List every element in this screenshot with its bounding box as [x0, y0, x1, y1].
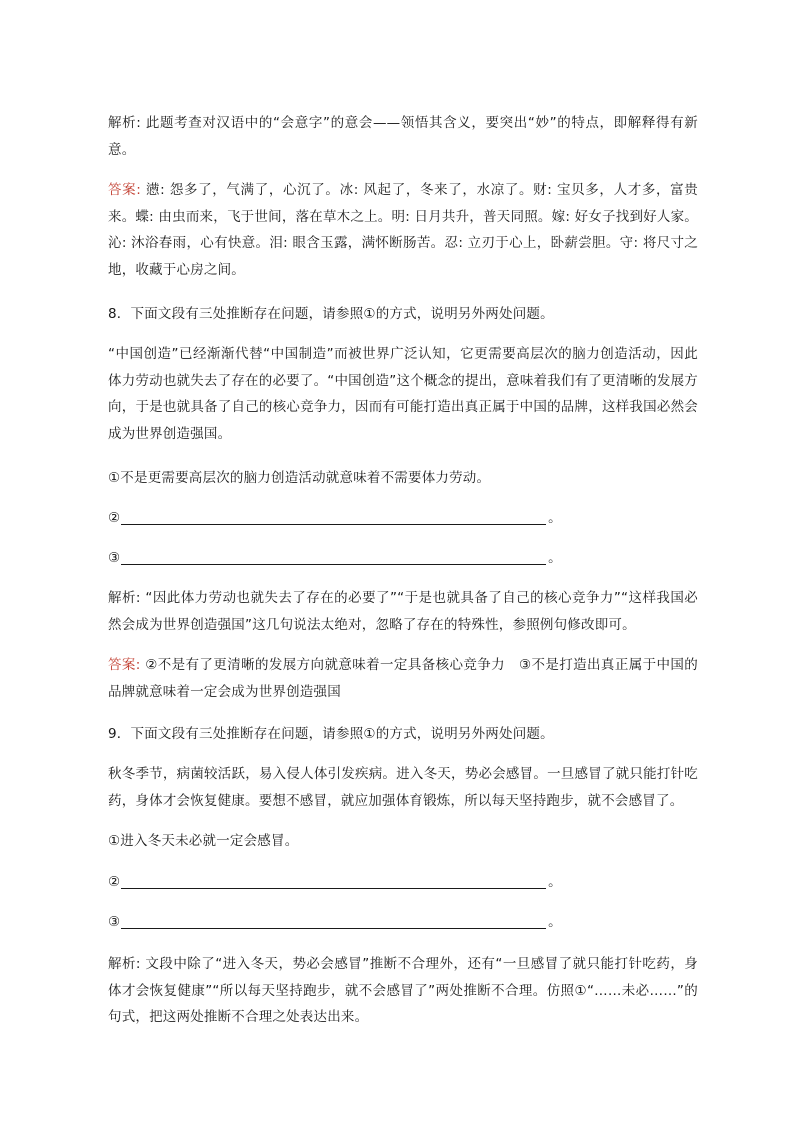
- q8-answer: [108, 652, 698, 705]
- q9-question: 9．下面文段有三处推断存在问题，请参照①的方式，说明另外两处问题。: [108, 726, 554, 742]
- q8-passage: “中国创造”已经渐渐代替“中国制造”而被世界广泛认知，它更需要高层次的脑力创造活动，因此体力劳动也就失去了存在的必要了。“中国创造”这个概念的提出，意味着我们有了更清晰的发展方向，于是也就具备了自己的核心竞争力，因而有可能打造出真正属于中国的品牌，这样我国必然会成为世界创造强国。: [108, 346, 698, 442]
- blank-end: 。: [548, 874, 562, 890]
- answer-label: 答案:: [108, 182, 142, 198]
- q8-example: ①不是更需要高层次的脑力创造活动就意味着不需要体力劳动。: [108, 470, 491, 486]
- blank-number: ②: [108, 874, 121, 890]
- blank-number: ②: [108, 510, 121, 526]
- q7-analysis: 解析: 此题考查对汉语中的“会意字”的意会——领悟其含义，要突出“妙”的特点，即解释得有新意。: [108, 115, 698, 158]
- answer-line[interactable]: [121, 914, 546, 929]
- answer-line[interactable]: [121, 510, 546, 525]
- q8-analysis: 解析: “因此体力劳动也就失去了存在的必要了”“于是也就具备了自己的核心竞争力”“这样我国必然会成为世界创造强国”这几句说法太绝对，忽略了存在的特殊性，参照例句修改即可。: [108, 590, 698, 633]
- q8-blank-2[interactable]: [108, 508, 568, 528]
- answer-label: 答案:: [108, 657, 141, 673]
- blank-end: 。: [548, 550, 562, 566]
- q8-blank-3[interactable]: [108, 548, 568, 568]
- q9-analysis: 解析: 文段中除了“进入冬天，势必会感冒”推断不合理外，还有“一旦感冒了就只能打针吃药，身体才会恢复健康”“所以每天坚持跑步，就不会感冒了”两处推断不合理。仿照①“……未必……”的句式，把这两处推断不合理之处表达出来。: [108, 956, 698, 1025]
- q9-example: ①进入冬天未必就一定会感冒。: [108, 833, 299, 849]
- answer-text: 懑: 怨多了，气满了，心沉了。冰: 风起了，冬来了，水凉了。财: 宝贝多，人才多，富贵来。蝶: 由虫而来，飞于世间，落在草木之上。明: 日月共升，普天同照。嫁: 好女子找到好人家。沁: 沐浴春雨，心有快意。泪: 眼含玉露，满怀断肠苦。忍: 立刃于心上，卧薪尝胆。守: 将尺寸之地，收藏于心房之间。: [108, 182, 698, 278]
- q9-blank-3[interactable]: [108, 912, 568, 932]
- answer-text: ②不是有了更清晰的发展方向就意味着一定具备核心竞争力 ③不是打造出真正属于中国的品牌就意味着一定会成为世界创造强国: [108, 657, 698, 700]
- answer-line[interactable]: [121, 550, 546, 565]
- q9-blank-2[interactable]: [108, 872, 568, 892]
- blank-end: 。: [548, 510, 562, 526]
- blank-number: ③: [108, 550, 121, 566]
- blank-end: 。: [548, 914, 562, 930]
- q9-passage: 秋冬季节，病菌较活跃，易入侵人体引发疾病。进入冬天，势必会感冒。一旦感冒了就只能打针吃药，身体才会恢复健康。要想不感冒，就应加强体育锻炼，所以每天坚持跑步，就不会感冒了。: [108, 766, 698, 809]
- answer-line[interactable]: [121, 874, 546, 889]
- q8-question: 8．下面文段有三处推断存在问题，请参照①的方式，说明另外两处问题。: [108, 306, 554, 322]
- blank-number: ③: [108, 914, 121, 930]
- q7-answer: [108, 177, 698, 283]
